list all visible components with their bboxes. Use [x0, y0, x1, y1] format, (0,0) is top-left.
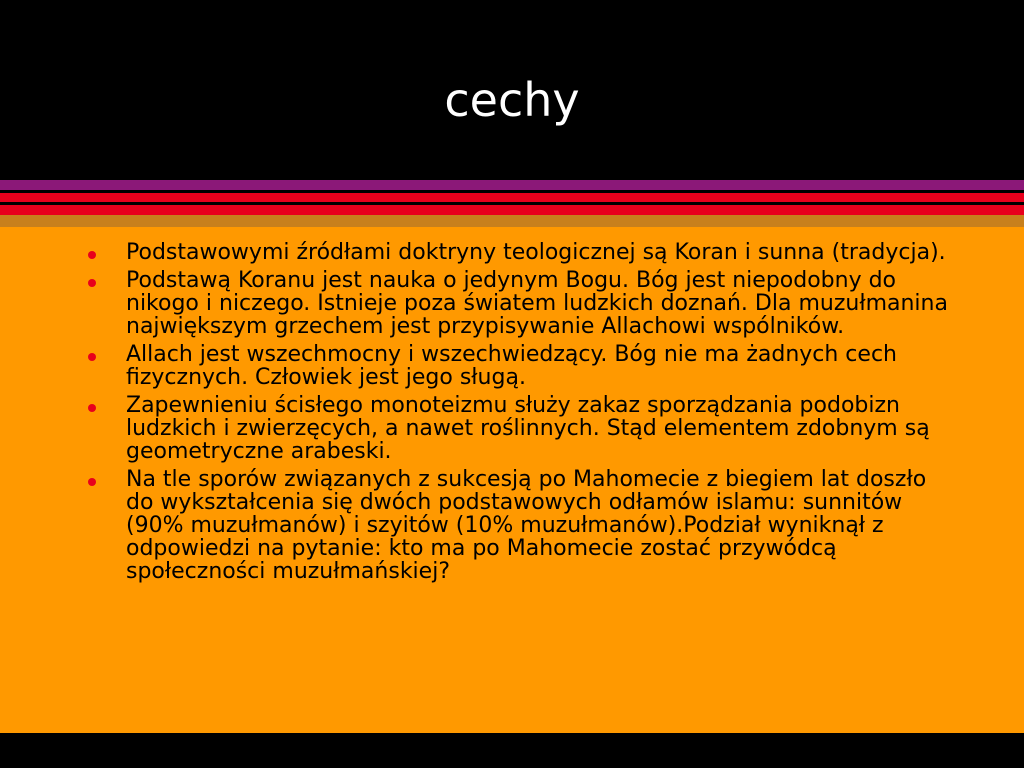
bullet-dot-icon — [88, 279, 96, 287]
decorative-stripe-brown — [0, 215, 1024, 227]
bullet-text: Allach jest wszechmocny i wszechwiedzący. Bóg nie ma żadnych cech fizycznych. Człowiek jest jego sługą. — [126, 342, 897, 390]
bullet-item — [0, 343, 1024, 389]
bullet-dot-icon — [88, 478, 96, 486]
decorative-stripe-red — [0, 205, 1024, 215]
bullet-item — [0, 269, 1024, 338]
bullet-item — [0, 394, 1024, 463]
bullet-dot-icon — [88, 251, 96, 259]
bullet-text: Na tle sporów związanych z sukcesją po Mahomecie z biegiem lat doszło do wykształcenia się dwóch podstawowych odłamów islamu: sunnitów (90% muzułmanów) i szyitów (10% muzułmanów).Podział wyniknął z odpowiedzi na pytanie: kto ma po Mahomecie zostać przywódcą społeczności muzułmańskiej? — [126, 467, 927, 584]
bullet-text: Zapewnieniu ścisłego monoteizmu służy zakaz sporządzania podobizn ludzkich i zwierzęcych, a nawet roślinnych. Stąd elementem zdobnym są geometryczne arabeski. — [126, 393, 930, 464]
content-area — [0, 227, 1024, 733]
bullet-list — [0, 227, 1024, 583]
decorative-stripe-red — [0, 193, 1024, 202]
bullet-text: Podstawowymi źródłami doktryny teologicznej są Koran i sunna (tradycja). — [126, 240, 946, 265]
bullet-text: Podstawą Koranu jest nauka o jedynym Bogu. Bóg jest niepodobny do nikogo i niczego. Istnieje poza światem ludzkich doznań. Dla muzułmanina największym grzechem jest przypisywanie Allachowi wspólników. — [126, 268, 948, 339]
bullet-item — [0, 241, 1024, 264]
slide-title: cechy — [444, 73, 580, 127]
bullet-item — [0, 468, 1024, 583]
decorative-stripe-purple — [0, 180, 1024, 190]
bullet-dot-icon — [88, 353, 96, 361]
bullet-dot-icon — [88, 404, 96, 412]
